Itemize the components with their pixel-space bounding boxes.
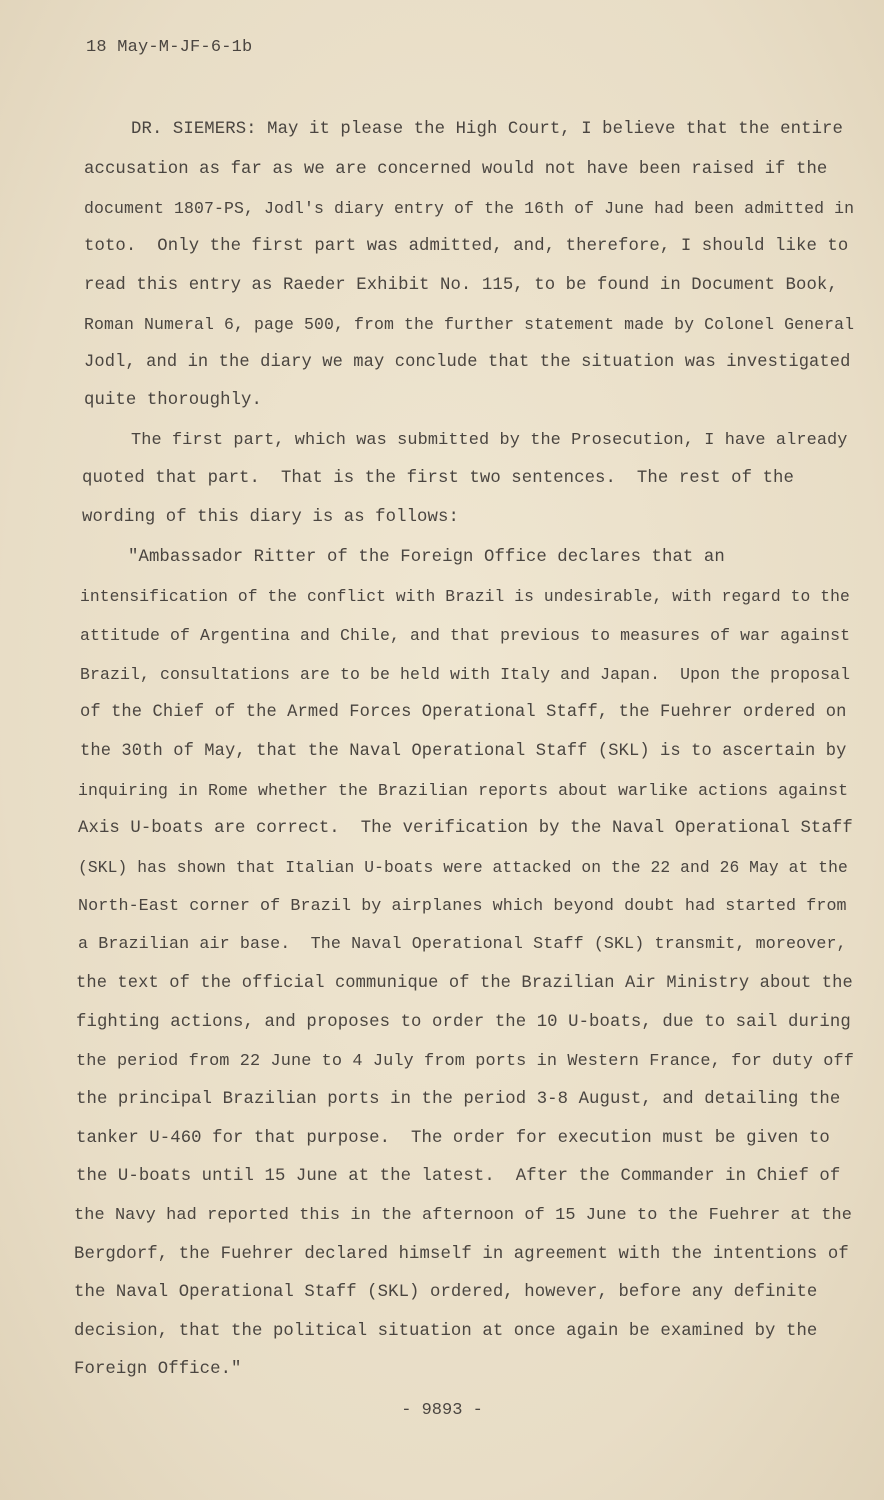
- page-number: - 9893 -: [401, 1401, 483, 1420]
- text-line: inquiring in Rome whether the Brazilian reports about warlike actions against: [78, 781, 849, 800]
- text-line: the principal Brazilian ports in the period 3-8 August, and detailing the: [76, 1090, 841, 1109]
- text-line: The first part, which was submitted by the Prosecution, I have already: [131, 431, 848, 450]
- text-line: intensification of the conflict with Brazil is undesirable, with regard to the: [80, 587, 850, 606]
- text-line: read this entry as Raeder Exhibit No. 115, to be found in Document Book,: [84, 276, 838, 295]
- text-line: Foreign Office.": [74, 1360, 242, 1379]
- text-line: a Brazilian air base. The Naval Operational Staff (SKL) transmit, moreover,: [78, 935, 847, 954]
- text-line: of the Chief of the Armed Forces Operational Staff, the Fuehrer ordered on: [80, 703, 847, 722]
- text-line: Roman Numeral 6, page 500, from the further statement made by Colonel General: [84, 315, 855, 334]
- text-line: Jodl, and in the diary we may conclude that the situation was investigated: [84, 353, 851, 372]
- text-line: Bergdorf, the Fuehrer declared himself in agreement with the intentions of: [74, 1245, 849, 1264]
- text-line: the text of the official communique of the Brazilian Air Ministry about the: [76, 974, 853, 993]
- text-line: attitude of Argentina and Chile, and that previous to measures of war against: [80, 626, 851, 645]
- text-line: decision, that the political situation at once again be examined by the: [74, 1322, 818, 1341]
- document-reference: 18 May-M-JF-6-1b: [86, 38, 253, 57]
- text-line: toto. Only the first part was admitted, and, therefore, I should like to: [84, 237, 849, 256]
- text-line: the U-boats until 15 June at the latest. After the Commander in Chief of: [76, 1167, 841, 1186]
- text-line: North-East corner of Brazil by airplanes which beyond doubt had started from: [78, 897, 847, 916]
- text-line: "Ambassador Ritter of the Foreign Office declares that an: [128, 548, 725, 567]
- text-line: the 30th of May, that the Naval Operational Staff (SKL) is to ascertain by: [80, 742, 847, 761]
- text-line: quoted that part. That is the first two sentences. The rest of the: [82, 469, 794, 488]
- text-line: (SKL) has shown that Italian U-boats were attacked on the 22 and 26 May at the: [78, 858, 848, 877]
- text-line: the period from 22 June to 4 July from ports in Western France, for duty off: [76, 1052, 854, 1071]
- text-line: the Navy had reported this in the afternoon of 15 June to the Fuehrer at the: [74, 1206, 852, 1225]
- text-line: accusation as far as we are concerned would not have been raised if the: [84, 160, 828, 179]
- text-line: document 1807-PS, Jodl's diary entry of the 16th of June had been admitted in: [84, 199, 855, 218]
- text-line: the Naval Operational Staff (SKL) ordered, however, before any definite: [74, 1283, 818, 1302]
- text-line: Axis U-boats are correct. The verification by the Naval Operational Staff: [78, 819, 853, 838]
- text-line: quite thoroughly.: [84, 391, 262, 410]
- text-line: Brazil, consultations are to be held with Italy and Japan. Upon the proposal: [80, 665, 851, 684]
- text-line: fighting actions, and proposes to order the 10 U-boats, due to sail during: [76, 1013, 851, 1032]
- text-line: tanker U-460 for that purpose. The order for execution must be given to: [76, 1129, 830, 1148]
- text-line: wording of this diary is as follows:: [82, 508, 459, 527]
- text-line: DR. SIEMERS: May it please the High Court, I believe that the entire: [131, 120, 843, 139]
